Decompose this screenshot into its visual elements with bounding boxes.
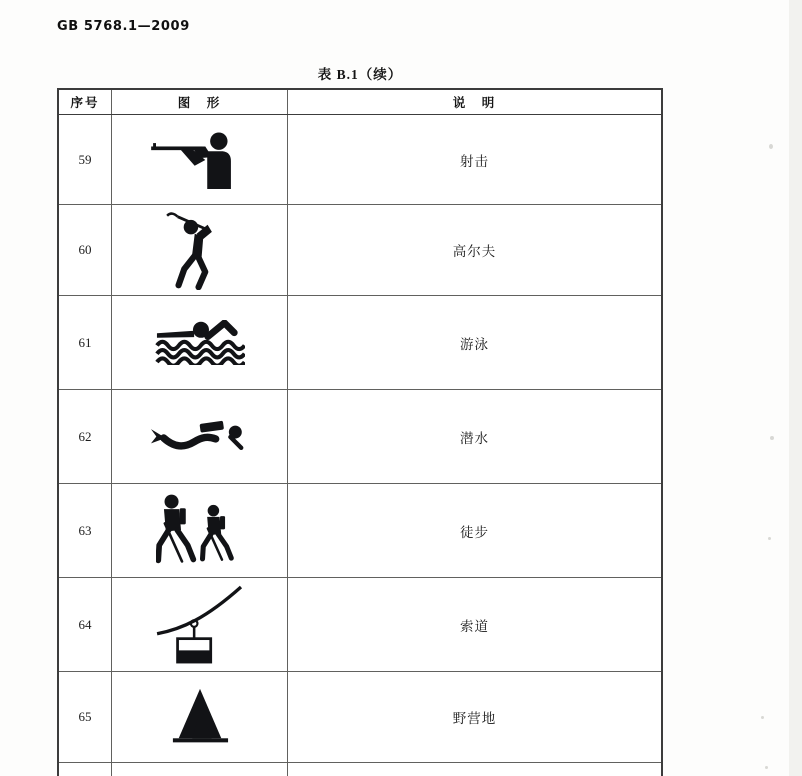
row-number: 63 xyxy=(59,484,112,577)
figure-cell xyxy=(112,672,288,762)
scan-speck xyxy=(770,436,774,440)
row-description: 游泳 xyxy=(460,336,489,352)
figure-cell xyxy=(112,763,288,776)
golf-icon xyxy=(162,210,237,290)
cableway-icon xyxy=(155,585,245,665)
table-row xyxy=(59,672,661,763)
row-number: 59 xyxy=(59,115,112,204)
table-row xyxy=(59,578,661,672)
row-description: 徒步 xyxy=(460,524,489,540)
row-number xyxy=(59,763,112,776)
swimming-icon xyxy=(155,320,245,365)
table-title: 表 B.1（续） xyxy=(317,67,403,82)
standard-number: GB 5768.1—2009 xyxy=(57,19,190,34)
row-number: 65 xyxy=(59,672,112,762)
table-row xyxy=(59,296,661,390)
row-description: 野营地 xyxy=(452,711,497,726)
table-row xyxy=(59,390,661,484)
figure-cell xyxy=(112,484,288,577)
pictogram-table xyxy=(57,88,663,776)
table-row xyxy=(59,484,661,578)
figure-cell xyxy=(112,115,288,204)
row-number: 60 xyxy=(59,205,112,295)
scan-speck xyxy=(761,716,764,719)
table-row-partial xyxy=(59,763,661,776)
row-description: 高尔夫 xyxy=(452,244,497,259)
scan-edge-shadow xyxy=(789,0,802,776)
figure-cell xyxy=(112,296,288,389)
scuba-diving-icon xyxy=(149,418,251,456)
row-description xyxy=(288,763,661,776)
scan-speck xyxy=(769,144,773,149)
table-header-row xyxy=(59,90,661,115)
row-number: 64 xyxy=(59,578,112,671)
table-row xyxy=(59,115,661,205)
row-description: 潜水 xyxy=(460,430,489,446)
scan-speck xyxy=(768,537,771,540)
hiking-icon xyxy=(156,494,244,568)
row-description: 索道 xyxy=(460,618,489,634)
figure-cell xyxy=(112,205,288,295)
row-number: 61 xyxy=(59,296,112,389)
figure-cell xyxy=(112,578,288,671)
header-number: 序号 xyxy=(59,90,112,114)
header-description: 说 明 xyxy=(452,96,497,110)
table-row xyxy=(59,205,661,296)
scan-speck xyxy=(765,766,768,769)
row-description: 射击 xyxy=(460,153,489,169)
figure-cell xyxy=(112,390,288,483)
shooting-icon xyxy=(149,131,250,189)
row-number: 62 xyxy=(59,390,112,483)
campsite-icon xyxy=(168,687,232,747)
header-figure: 图 形 xyxy=(112,90,288,114)
